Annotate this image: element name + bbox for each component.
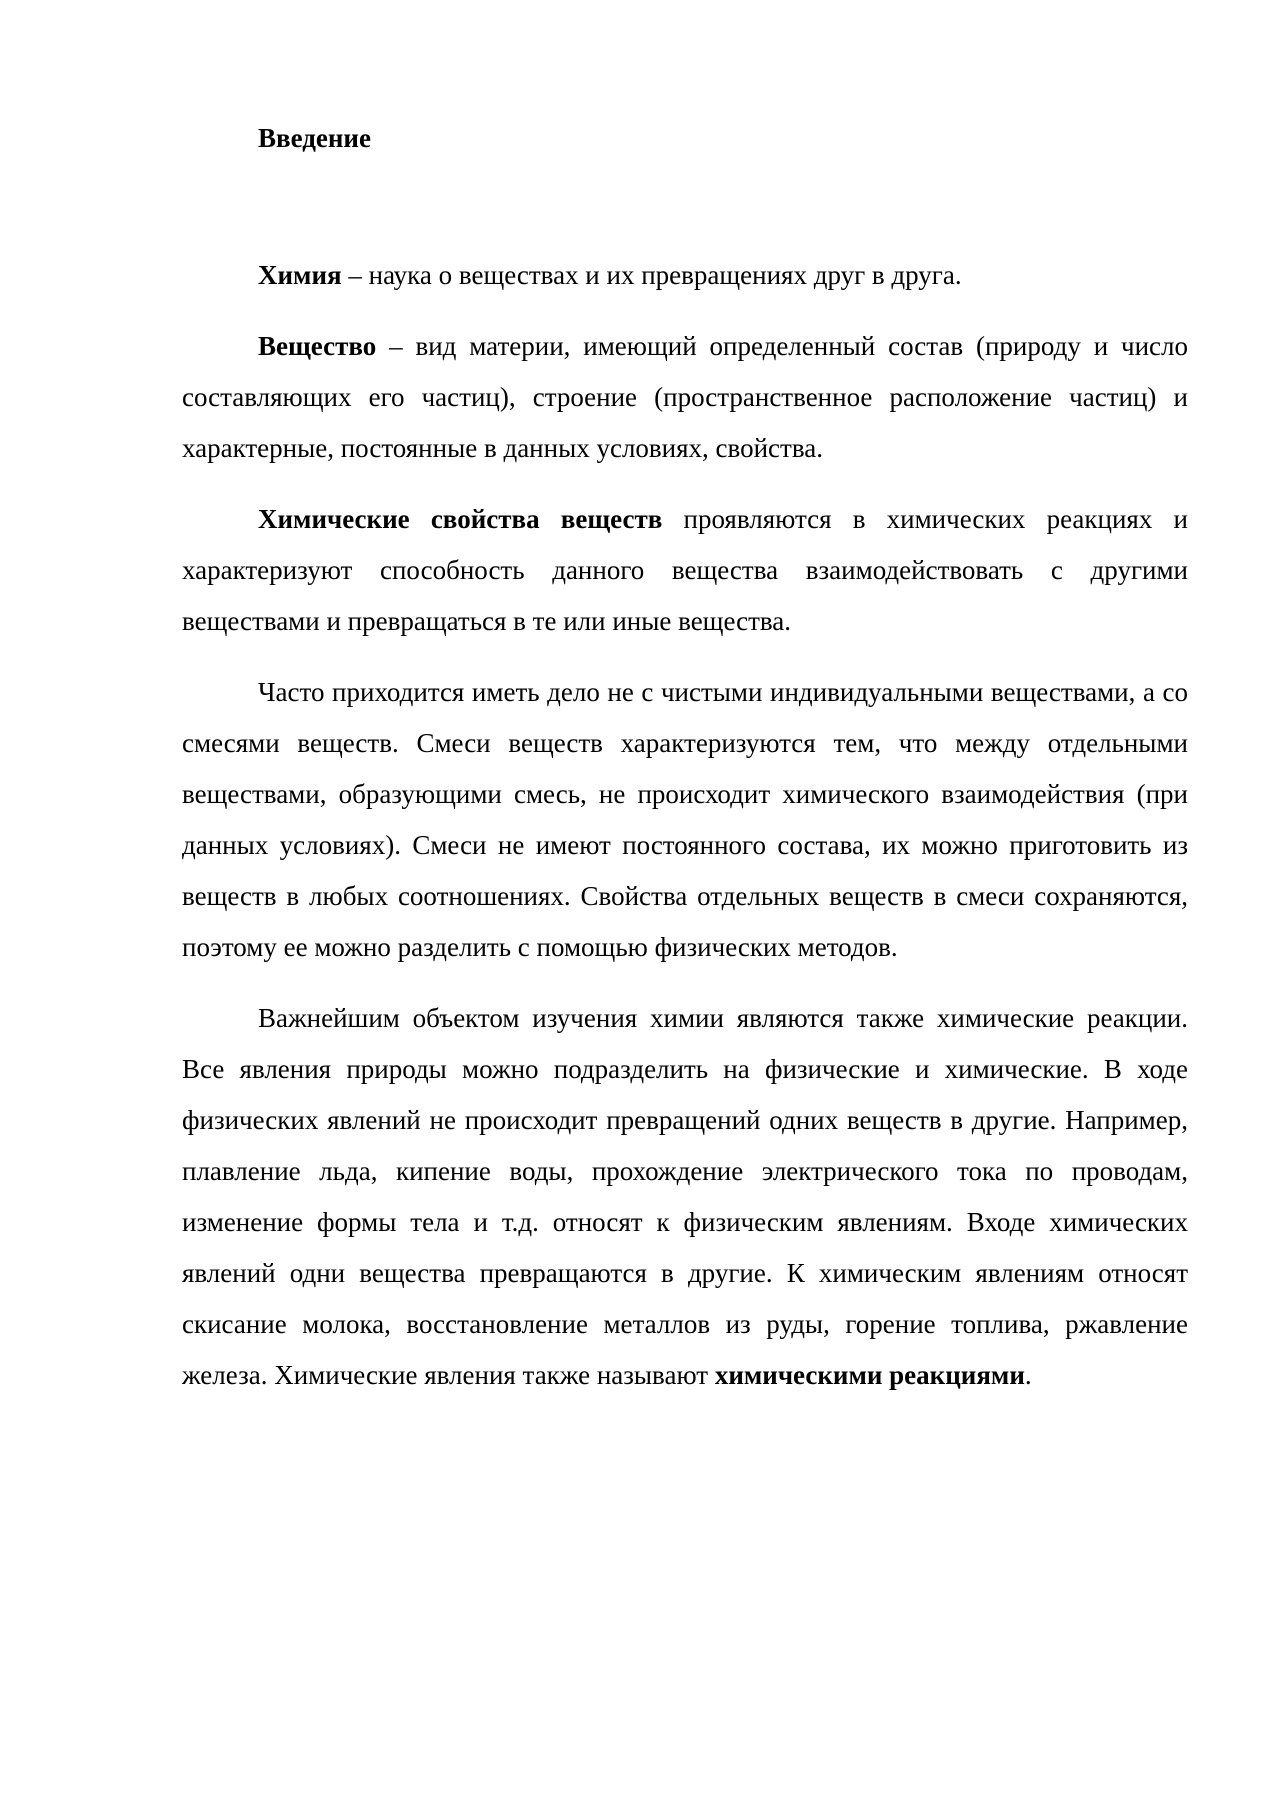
term-chemistry: Химия [258,260,342,290]
document-heading: Введение [258,123,371,153]
document-page [182,118,1188,1421]
term-chemical-properties: Химические свойства веществ [258,504,663,534]
paragraph-text: – наука о веществах и их превращениях друг в друга. [341,260,962,290]
paragraph-text: Важнейшим объектом изучения химии являются также химические реакции. Все явления природы можно подразделить на физические и химические. В ходе физических явлений не происходит превращений одних веществ в другие. Например, плавление льда, кипение воды, прохождение электрического тока по проводам, изменение формы тела и т.д. относят к физическим явлениям. Входе химических явлений одни вещества превращаются в другие. К химическим явлениям относят скисание молока, восстановление металлов из руды, горение топлива, ржавление железа. Химические явления также называют [182,1003,1188,1390]
paragraph-chemical-reactions [182,993,1188,1401]
paragraph-chemical-properties [182,494,1188,647]
paragraph-substance-definition [182,321,1188,474]
paragraph-text: Часто приходится иметь дело не с чистыми индивидуальными веществами, а со смесями веществ. Смеси веществ характеризуются тем, что между отдельными веществами, образующими смесь, не происходит химического взаимодействия (при данных условиях). Смеси не имеют постоянного состава, их можно приготовить из веществ в любых соотношениях. Свойства отдельных веществ в смеси сохраняются, поэтому ее можно разделить с помощью физических методов. [182,677,1188,962]
paragraph-text: проявляются в химических реакциях и характеризуют способность данного вещества взаимодействовать с другими веществами и превращаться в те или иные вещества. [182,504,1188,636]
term-chemical-reactions: химическими реакциями [714,1360,1025,1390]
paragraph-text: – вид материи, имеющий определенный состав (природу и число составляющих его частиц), строение (пространственное расположение частиц) и характерные, постоянные в данных условиях, свойства. [182,331,1188,463]
paragraph-mixtures [182,667,1188,973]
paragraph-chemistry-definition [182,250,1188,301]
term-substance: Вещество [258,331,377,361]
paragraph-end-punctuation: . [1024,1360,1032,1390]
